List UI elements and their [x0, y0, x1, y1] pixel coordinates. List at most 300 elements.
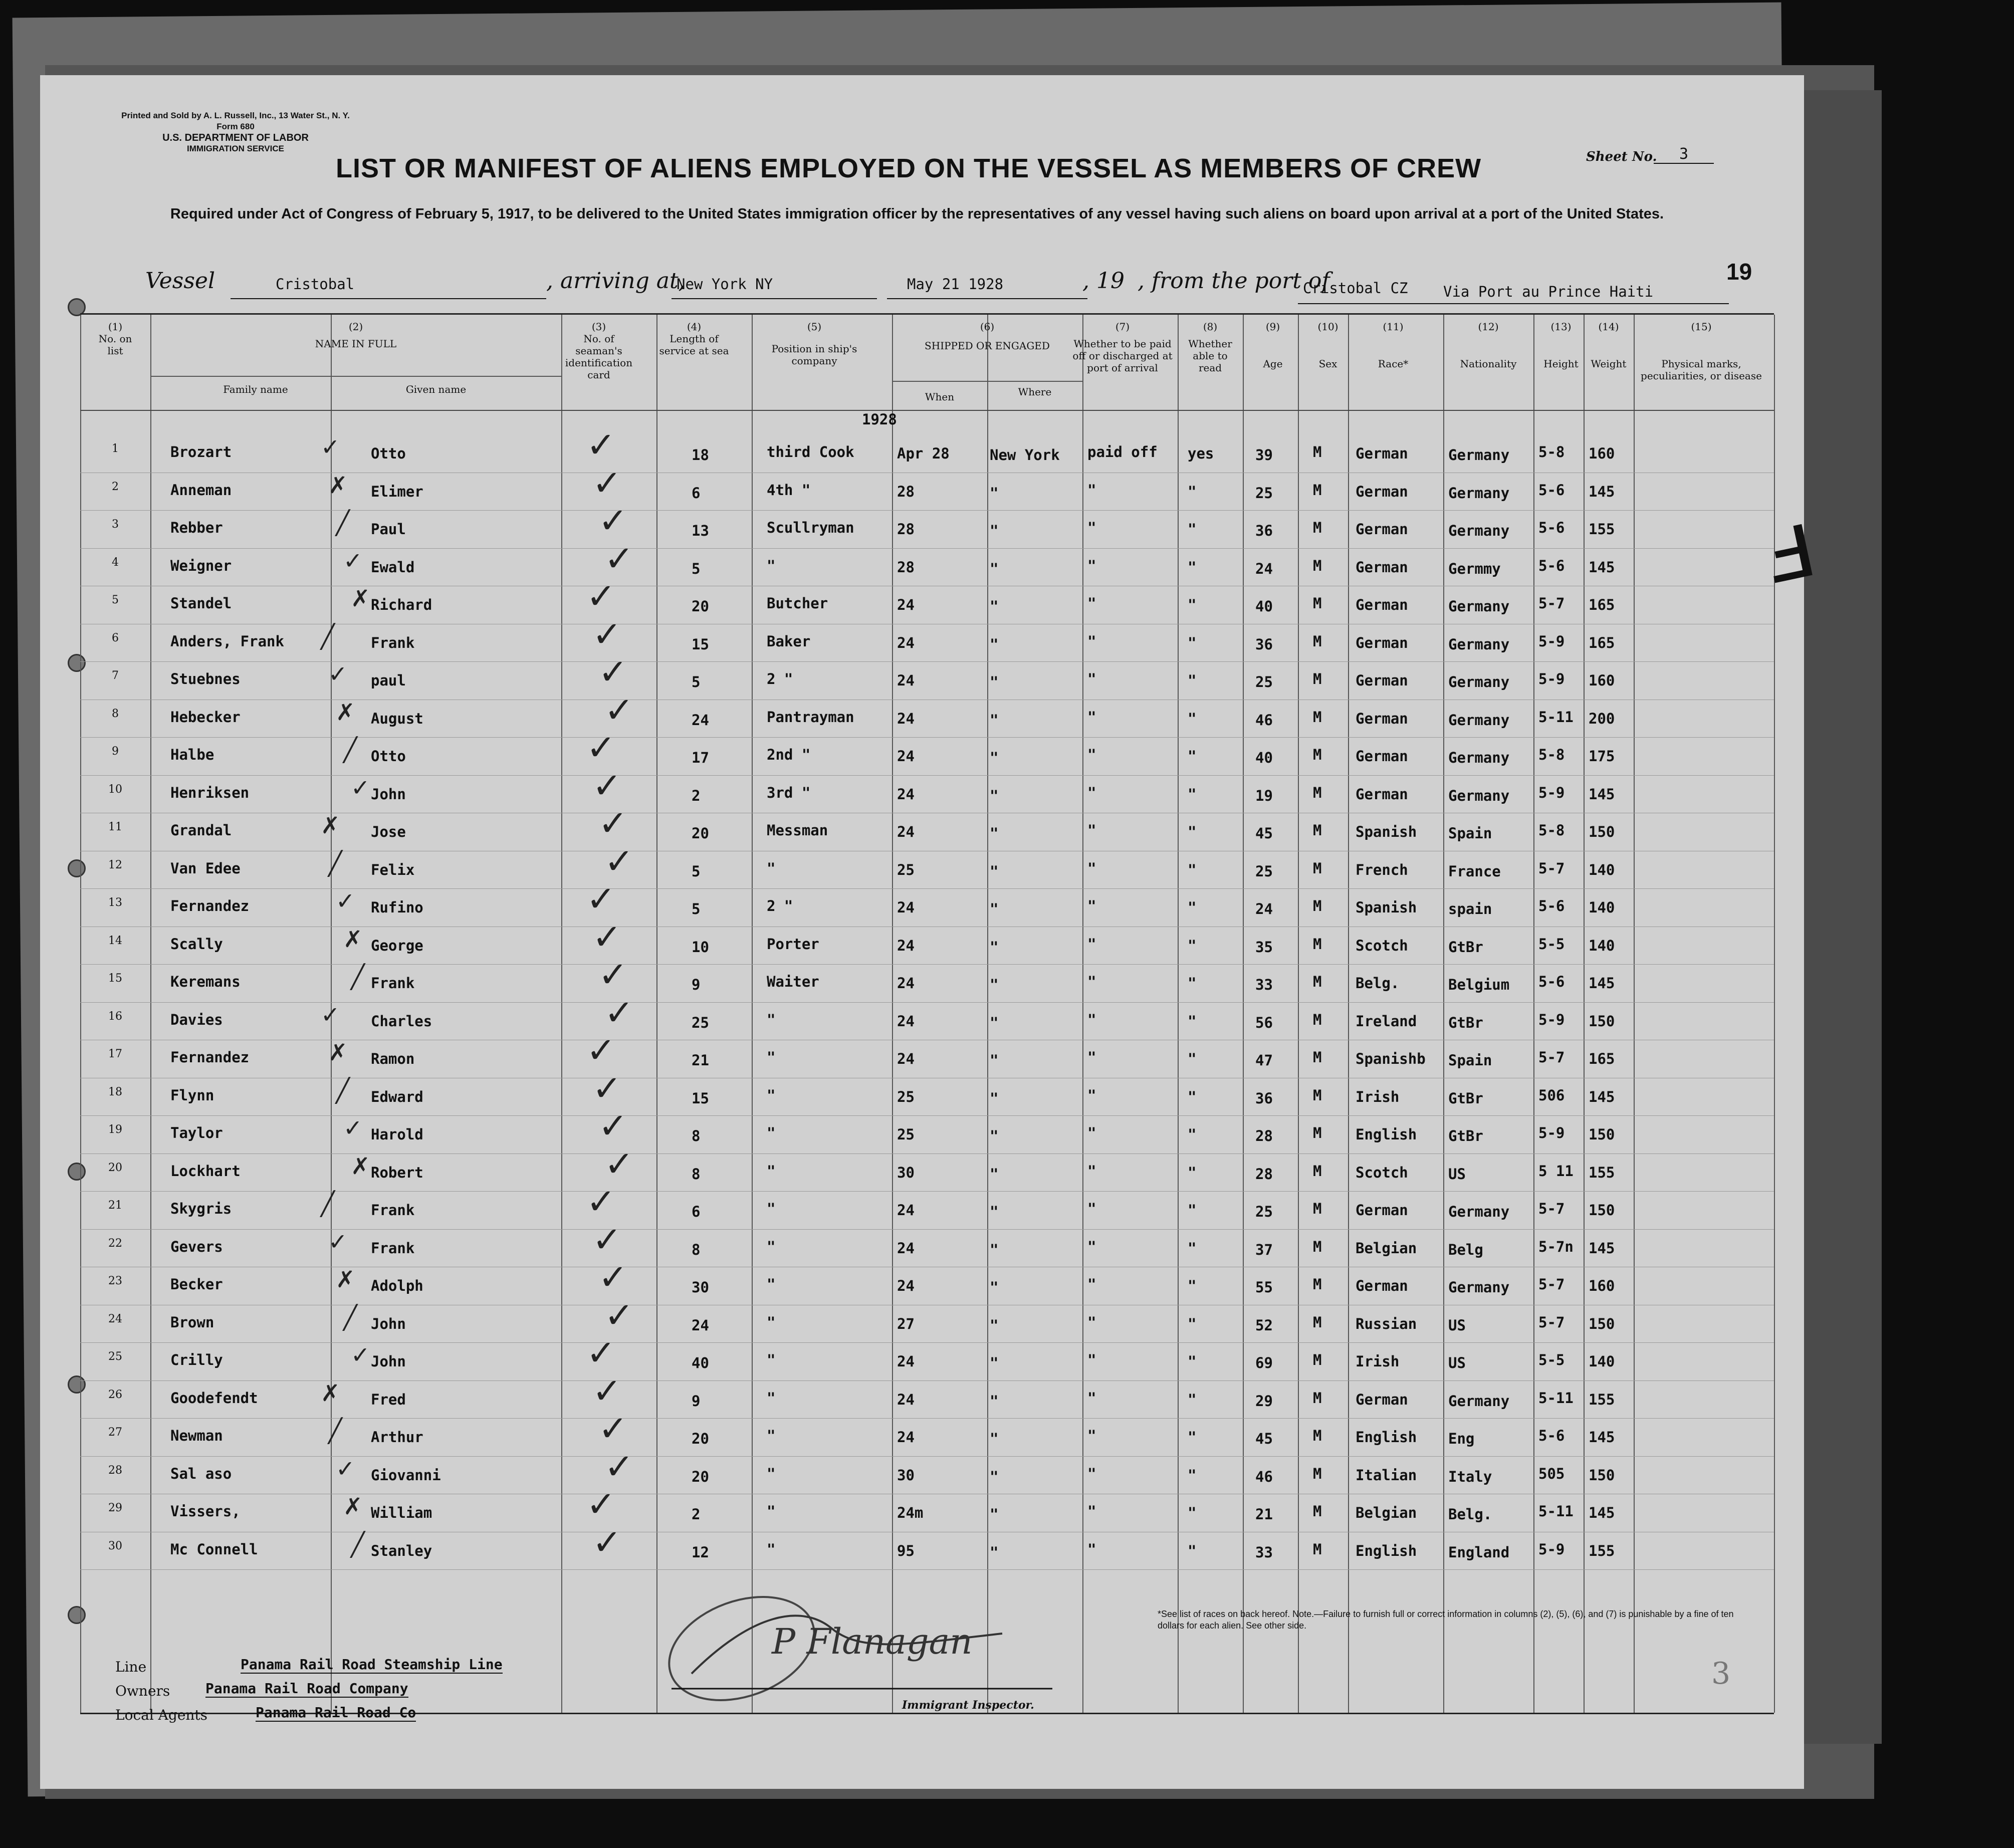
- row-number: 23: [108, 1275, 122, 1287]
- family-name-cell: Van Edee: [170, 859, 241, 877]
- id-card-check-icon: ✓: [592, 1370, 622, 1412]
- column-divider: [1178, 315, 1179, 1713]
- form-number: Form 680: [216, 122, 255, 131]
- family-name-cell: Skygris: [170, 1200, 232, 1217]
- paid-off-cell: ": [1087, 935, 1096, 953]
- publisher: Printed and Sold by A. L. Russell, Inc., 13 Water St., N. Y.: [121, 111, 350, 120]
- family-name-cell: Sal aso: [170, 1465, 232, 1482]
- column-divider: [561, 315, 562, 1713]
- service-length-cell: 13: [692, 522, 709, 539]
- family-name-cell: Keremans: [170, 973, 241, 990]
- weight-cell: 150: [1589, 1315, 1615, 1332]
- age-cell: 56: [1255, 1014, 1273, 1031]
- height-cell: 5-6: [1538, 519, 1565, 536]
- row-rule: [80, 1569, 1774, 1570]
- weight-cell: 175: [1589, 748, 1615, 765]
- sex-cell: M: [1313, 670, 1322, 687]
- able-to-read-cell: ": [1188, 521, 1197, 538]
- paid-off-cell: ": [1087, 708, 1096, 726]
- race-cell: German: [1356, 748, 1408, 765]
- age-cell: 36: [1255, 1089, 1273, 1107]
- id-card-check-icon: ✓: [586, 1332, 616, 1373]
- service-length-cell: 8: [692, 1127, 701, 1144]
- name-tick-icon: ✓: [343, 1114, 363, 1141]
- able-to-read-cell: ": [1188, 1504, 1197, 1521]
- race-cell: Spanish: [1356, 899, 1417, 916]
- punch-hole-icon: [68, 1606, 86, 1624]
- paid-off-cell: ": [1087, 557, 1096, 574]
- column-divider: [656, 315, 657, 1713]
- col-1-header: [95, 321, 135, 357]
- name-tick-icon: ✓: [321, 1001, 340, 1028]
- able-to-read-cell: ": [1188, 1012, 1197, 1030]
- row-number: 24: [108, 1312, 122, 1325]
- given-name-cell: Otto: [371, 748, 406, 765]
- name-tick-icon: ✓: [336, 887, 355, 914]
- weight-cell: 140: [1589, 937, 1615, 954]
- departure-port: Cristobal CZ: [1303, 280, 1408, 297]
- able-to-read-cell: ": [1188, 937, 1197, 954]
- age-cell: 19: [1255, 787, 1273, 804]
- nationality-cell: Germany: [1448, 787, 1510, 804]
- shipped-where-cell: ": [990, 1468, 999, 1485]
- nationality-cell: US: [1448, 1165, 1466, 1183]
- family-name-cell: Anneman: [170, 481, 232, 499]
- given-name-cell: Frank: [371, 1202, 415, 1219]
- able-to-read-cell: ": [1188, 899, 1197, 916]
- nationality-cell: Germany: [1448, 711, 1510, 729]
- weight-cell: 140: [1589, 861, 1615, 878]
- col-7-number: (7): [1115, 321, 1130, 333]
- position-cell: 2 ": [767, 897, 793, 914]
- col-6-number: (6): [980, 321, 995, 333]
- column-divider: [1243, 315, 1244, 1713]
- row-number: 27: [108, 1426, 122, 1439]
- race-cell: German: [1356, 672, 1408, 689]
- race-cell: Spanishb: [1356, 1050, 1426, 1067]
- paid-off-cell: ": [1087, 973, 1096, 990]
- shipped-when-cell: 25: [897, 1088, 915, 1105]
- col-10-label: Sex: [1318, 358, 1337, 370]
- height-cell: 5-7: [1538, 1313, 1565, 1331]
- service-length-cell: 24: [692, 1316, 709, 1334]
- paid-off-cell: ": [1087, 822, 1096, 839]
- given-name-cell: Harold: [371, 1126, 423, 1143]
- shipped-when-cell: 24: [897, 1202, 915, 1219]
- year-shipped: 1928: [862, 411, 897, 428]
- row-rule: [80, 1153, 1774, 1154]
- age-cell: 33: [1255, 976, 1273, 993]
- id-card-check-icon: ✓: [592, 1521, 622, 1563]
- id-card-check-icon: ✓: [592, 613, 622, 655]
- age-cell: 45: [1255, 825, 1273, 842]
- paid-off-cell: ": [1087, 632, 1096, 650]
- shipped-where-cell: ": [990, 1392, 999, 1410]
- shipped-when-cell: 28: [897, 483, 915, 500]
- age-cell: 21: [1255, 1506, 1273, 1523]
- weight-cell: 145: [1589, 483, 1615, 500]
- row-number: 6: [112, 631, 119, 644]
- nationality-cell: Germany: [1448, 1392, 1510, 1410]
- id-card-check-icon: ✓: [598, 803, 628, 844]
- race-cell: Belgian: [1356, 1239, 1417, 1257]
- paid-off-cell: ": [1087, 1351, 1096, 1368]
- height-cell: 5-11: [1538, 1389, 1574, 1407]
- weight-cell: 155: [1589, 1391, 1615, 1408]
- race-cell: German: [1356, 1202, 1408, 1219]
- position-cell: ": [767, 1011, 776, 1028]
- id-card-check-icon: ✓: [586, 1030, 616, 1071]
- col-14-number: (14): [1598, 321, 1619, 333]
- nationality-cell: Belg: [1448, 1241, 1483, 1258]
- name-tick-icon: ╱: [321, 622, 335, 650]
- service-length-cell: 20: [692, 598, 709, 615]
- family-name-cell: Davies: [170, 1011, 223, 1028]
- row-number: 28: [108, 1464, 122, 1477]
- shipped-when-cell: 24: [897, 672, 915, 689]
- height-cell: 5-7: [1538, 1200, 1565, 1217]
- given-name-cell: Charles: [371, 1012, 432, 1030]
- weight-cell: 150: [1589, 1466, 1615, 1484]
- sex-cell: M: [1313, 1427, 1322, 1444]
- service-length-cell: 17: [692, 749, 709, 766]
- race-cell: German: [1356, 483, 1408, 500]
- age-cell: 52: [1255, 1316, 1273, 1334]
- height-cell: 5-9: [1538, 1540, 1565, 1558]
- nationality-cell: US: [1448, 1316, 1466, 1334]
- shipped-where-cell: ": [990, 787, 999, 804]
- age-cell: 47: [1255, 1052, 1273, 1069]
- id-card-check-icon: ✓: [604, 840, 634, 882]
- name-tick-icon: ✓: [321, 433, 340, 460]
- shipped-where-cell: ": [990, 673, 999, 690]
- col-4-label: Length of service at sea: [659, 333, 729, 357]
- col-2-label: NAME IN FULL: [315, 338, 397, 350]
- service-length-cell: 5: [692, 862, 701, 880]
- shipped-when-cell: 24: [897, 1353, 915, 1370]
- shipped-where-cell: ": [990, 598, 999, 615]
- header-divider: [150, 376, 561, 377]
- weight-cell: 150: [1589, 1202, 1615, 1219]
- manifest-page: [40, 75, 1825, 1789]
- weight-cell: 155: [1589, 521, 1615, 538]
- height-cell: 5-7n: [1538, 1238, 1574, 1255]
- given-name-cell: George: [371, 937, 423, 954]
- able-to-read-cell: ": [1188, 710, 1197, 727]
- height-cell: 5-9: [1538, 1124, 1565, 1141]
- id-card-check-icon: ✓: [604, 689, 634, 731]
- shipped-where-cell: ": [990, 862, 999, 880]
- given-name-cell: William: [371, 1504, 432, 1521]
- race-cell: Italian: [1356, 1466, 1417, 1484]
- family-name-cell: Rebber: [170, 519, 223, 536]
- col-6-label: SHIPPED OR ENGAGED: [925, 340, 1050, 352]
- col-9-label: Age: [1263, 358, 1283, 370]
- nationality-cell: Germany: [1448, 673, 1510, 690]
- age-cell: 36: [1255, 635, 1273, 653]
- race-cell: Spanish: [1356, 823, 1417, 840]
- race-cell: Irish: [1356, 1353, 1400, 1370]
- given-name-cell: Frank: [371, 975, 415, 992]
- height-cell: 5-11: [1538, 708, 1574, 726]
- given-name-cell: Ewald: [371, 558, 415, 576]
- family-name-cell: Fernandez: [170, 897, 250, 914]
- name-tick-icon: ✗: [351, 1152, 370, 1180]
- able-to-read-cell: ": [1188, 1466, 1197, 1484]
- able-to-read-cell: ": [1188, 558, 1197, 576]
- requirement-text: Required under Act of Congress of February 5, 1917, to be delivered to the United States immigration officer by the representatives of any vessel having such aliens on board upon arrival at a port of the United States.: [170, 206, 1664, 222]
- signature-text: P Flanagan: [772, 1621, 973, 1662]
- margin-mark-icon: ⅎ: [1753, 487, 1825, 606]
- col-8-label: Whether able to read: [1188, 338, 1232, 374]
- service-length-cell: 10: [692, 938, 709, 956]
- name-tick-icon: ✗: [343, 925, 363, 953]
- row-number: 19: [108, 1123, 122, 1136]
- inspector-signature: [651, 1583, 1062, 1714]
- position-cell: 2 ": [767, 670, 793, 687]
- weight-cell: 165: [1589, 596, 1615, 613]
- age-cell: 55: [1255, 1279, 1273, 1296]
- age-cell: 28: [1255, 1127, 1273, 1144]
- given-name-header: Given name: [405, 383, 467, 395]
- shipped-when-cell: 24: [897, 1012, 915, 1030]
- paid-off-cell: ": [1087, 1540, 1096, 1558]
- able-to-read-cell: ": [1188, 975, 1197, 992]
- sex-cell: M: [1313, 1540, 1322, 1558]
- weight-cell: 160: [1589, 445, 1615, 462]
- race-cell: German: [1356, 1391, 1408, 1408]
- where-header: Where: [1018, 386, 1052, 398]
- service-length-cell: 6: [692, 484, 701, 502]
- shipped-where-cell: ": [990, 522, 999, 539]
- weight-cell: 160: [1589, 1277, 1615, 1294]
- service: IMMIGRATION SERVICE: [187, 144, 284, 153]
- header-divider: [892, 381, 1082, 382]
- height-cell: 5-6: [1538, 973, 1565, 990]
- row-number: 21: [108, 1199, 122, 1212]
- row-number: 5: [112, 594, 119, 606]
- family-name-cell: Gevers: [170, 1238, 223, 1255]
- shipped-where-cell: ": [990, 1052, 999, 1069]
- nationality-cell: Germany: [1448, 484, 1510, 502]
- sex-cell: M: [1313, 1200, 1322, 1217]
- shipped-when-cell: 95: [897, 1542, 915, 1559]
- nationality-cell: Germany: [1448, 749, 1510, 766]
- weight-cell: 145: [1589, 785, 1615, 803]
- paid-off-cell: ": [1087, 784, 1096, 801]
- able-to-read-cell: yes: [1188, 445, 1214, 462]
- service-length-cell: 24: [692, 711, 709, 729]
- row-rule: [80, 888, 1774, 889]
- col-2-header: [150, 321, 561, 350]
- id-card-check-icon: ✓: [592, 1067, 622, 1109]
- service-length-cell: 9: [692, 976, 701, 993]
- family-name-cell: Stuebnes: [170, 670, 241, 687]
- id-card-check-icon: ✓: [592, 765, 622, 806]
- given-name-cell: Edward: [371, 1088, 423, 1105]
- column-divider: [1584, 315, 1585, 1713]
- given-name-cell: Elimer: [371, 483, 423, 500]
- name-tick-icon: ✓: [328, 660, 348, 687]
- age-cell: 36: [1255, 522, 1273, 539]
- line-value: Panama Rail Road Steamship Line: [241, 1656, 503, 1673]
- nationality-cell: Eng: [1448, 1430, 1475, 1447]
- sex-cell: M: [1313, 1465, 1322, 1482]
- id-card-check-icon: ✓: [598, 1257, 628, 1298]
- line-label: Line: [115, 1659, 147, 1675]
- id-card-check-icon: ✓: [586, 576, 616, 617]
- given-name-cell: John: [371, 785, 406, 803]
- paid-off-cell: ": [1087, 595, 1096, 612]
- shipped-when-cell: 24: [897, 1050, 915, 1067]
- paid-off-cell: ": [1087, 1427, 1096, 1444]
- family-name-cell: Lockhart: [170, 1162, 241, 1180]
- nationality-cell: Germany: [1448, 446, 1510, 464]
- weight-cell: 145: [1589, 1429, 1615, 1446]
- family-name-cell: Goodefendt: [170, 1389, 258, 1407]
- race-cell: Irish: [1356, 1088, 1400, 1105]
- sheet-number: 3: [1654, 145, 1714, 164]
- row-number: 9: [112, 745, 119, 758]
- height-cell: 5-9: [1538, 632, 1565, 650]
- position-cell: ": [767, 557, 776, 574]
- position-cell: ": [767, 1503, 776, 1520]
- column-divider: [1298, 315, 1299, 1713]
- family-name-cell: Scally: [170, 935, 223, 953]
- height-cell: 5-7: [1538, 1276, 1565, 1293]
- shipped-when-cell: 25: [897, 1126, 915, 1143]
- race-cell: Scotch: [1356, 1164, 1408, 1181]
- weight-cell: 165: [1589, 634, 1615, 651]
- given-name-cell: August: [371, 710, 423, 727]
- shipped-when-cell: 24: [897, 899, 915, 916]
- position-cell: Messman: [767, 822, 828, 839]
- weight-cell: 145: [1589, 1088, 1615, 1105]
- family-name-cell: Vissers,: [170, 1503, 241, 1520]
- weight-cell: 140: [1589, 1353, 1615, 1370]
- weight-cell: 145: [1589, 975, 1615, 992]
- shipped-where-cell: ": [990, 635, 999, 653]
- position-cell: ": [767, 1162, 776, 1180]
- margin-number: 3: [1711, 1656, 1731, 1691]
- paid-off-cell: ": [1087, 1276, 1096, 1293]
- race-cell: French: [1356, 861, 1408, 878]
- height-cell: 5-6: [1538, 897, 1565, 914]
- paid-off-cell: ": [1087, 897, 1096, 914]
- header-bottom-rule: [80, 410, 1774, 411]
- age-cell: 46: [1255, 1468, 1273, 1485]
- family-name-cell: Becker: [170, 1276, 223, 1293]
- family-name-header: Family name: [223, 383, 288, 395]
- paid-off-cell: ": [1087, 1162, 1096, 1180]
- position-cell: 3rd ": [767, 784, 811, 801]
- column-divider: [987, 315, 988, 1713]
- position-cell: third Cook: [767, 443, 854, 460]
- sex-cell: M: [1313, 1503, 1322, 1520]
- row-number: 3: [112, 518, 119, 531]
- race-cell: Belg.: [1356, 975, 1400, 992]
- race-cell: German: [1356, 521, 1408, 538]
- row-number: 29: [108, 1502, 122, 1514]
- given-name-cell: Robert: [371, 1164, 423, 1181]
- shipped-when-cell: 25: [897, 861, 915, 878]
- position-cell: Porter: [767, 935, 819, 953]
- given-name-cell: Richard: [371, 596, 432, 613]
- nationality-cell: England: [1448, 1543, 1510, 1561]
- col-5-header: [752, 321, 877, 367]
- name-tick-icon: ✗: [336, 1266, 355, 1293]
- footer-note: *See list of races on back hereof. Note.—Failure to furnish full or correct information in columns (2), (5), (6), and (7) is punishable by a fine of ten dollars for each alien. See other side.: [1158, 1609, 1734, 1631]
- id-card-check-icon: ✓: [604, 538, 634, 579]
- race-cell: English: [1356, 1126, 1417, 1143]
- sex-cell: M: [1313, 708, 1322, 726]
- position-cell: Waiter: [767, 973, 819, 990]
- name-tick-icon: ╱: [328, 849, 342, 877]
- race-cell: Russian: [1356, 1315, 1417, 1332]
- position-cell: ": [767, 1389, 776, 1407]
- family-name-cell: Grandal: [170, 822, 232, 839]
- sex-cell: M: [1313, 1389, 1322, 1407]
- given-name-cell: Frank: [371, 634, 415, 651]
- able-to-read-cell: ": [1188, 823, 1197, 840]
- age-cell: 40: [1255, 598, 1273, 615]
- shipped-where-cell: ": [990, 1354, 999, 1371]
- height-cell: 5-9: [1538, 670, 1565, 687]
- col-7-header: [1067, 321, 1178, 374]
- stack-edge: [1792, 90, 1882, 1744]
- height-cell: 5-9: [1538, 784, 1565, 801]
- column-divider: [150, 315, 151, 1713]
- id-card-check-icon: ✓: [604, 1446, 634, 1487]
- family-name-cell: Mc Connell: [170, 1540, 258, 1558]
- position-cell: ": [767, 1351, 776, 1368]
- name-tick-icon: ╱: [343, 1303, 357, 1331]
- nationality-cell: Spain: [1448, 1052, 1492, 1069]
- family-name-cell: Crilly: [170, 1351, 223, 1368]
- name-tick-icon: ✓: [336, 1455, 355, 1482]
- nationality-cell: spain: [1448, 900, 1492, 917]
- shipped-when-cell: 24: [897, 785, 915, 803]
- height-cell: 5-6: [1538, 557, 1565, 574]
- weight-cell: 145: [1589, 1504, 1615, 1521]
- id-card-check-icon: ✓: [604, 992, 634, 1033]
- sex-cell: M: [1313, 859, 1322, 877]
- height-cell: 5-5: [1538, 935, 1565, 953]
- col-5-label: Position in ship's company: [771, 343, 857, 367]
- shipped-where-cell: ": [990, 1506, 999, 1523]
- vessel-name: Cristobal: [276, 276, 355, 293]
- publisher-block: [95, 110, 376, 154]
- family-name-cell: Hebecker: [170, 708, 241, 726]
- col-11-number: (11): [1383, 321, 1404, 333]
- service-length-cell: 2: [692, 787, 701, 804]
- family-name-cell: Brown: [170, 1313, 214, 1331]
- nationality-cell: Germany: [1448, 522, 1510, 539]
- row-number: 8: [112, 707, 119, 720]
- sex-cell: M: [1313, 1011, 1322, 1028]
- paid-off-cell: ": [1087, 1124, 1096, 1141]
- sex-cell: M: [1313, 935, 1322, 953]
- row-number: 10: [108, 783, 122, 796]
- service-length-cell: 5: [692, 900, 701, 917]
- row-number: 1: [112, 442, 119, 455]
- id-card-check-icon: ✓: [586, 424, 616, 466]
- id-card-check-icon: ✓: [586, 1181, 616, 1222]
- race-cell: German: [1356, 634, 1408, 651]
- given-name-cell: Paul: [371, 521, 406, 538]
- shipped-when-cell: Apr 28: [897, 445, 950, 462]
- agents-value: Panama Rail Road Co: [256, 1704, 416, 1721]
